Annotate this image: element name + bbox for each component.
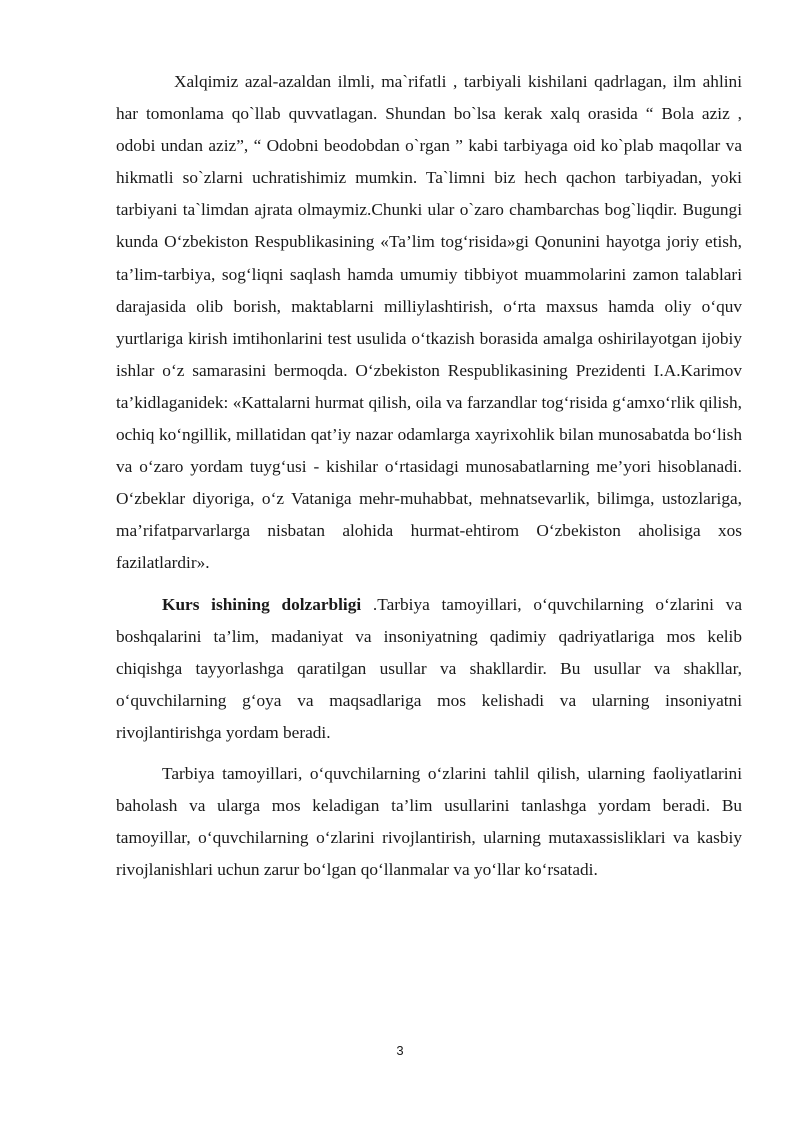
document-page bbox=[116, 66, 742, 886]
page-number: 3 bbox=[396, 1043, 404, 1058]
relevance-heading: Kurs ishining dolzarbligi bbox=[162, 594, 362, 614]
intro-paragraph: Xalqimiz azal-azaldan ilmli, ma`rifatli , tarbiyali kishilani qadrlagan, ilm ahlini har tomonlama qo`llab quvvatlagan. Shundan bo`lsa kerak xalq orasida “ Bola aziz , odobi undan aziz”, “ Odobni beodobdan o`rgan ” kabi tarbiyaga oid ko`plab maqollar va hikmatli so`zlarni uchratishimiz mumkin. Ta`limni biz hech qachon tarbiyadan, yoki tarbiyani ta`limdan ajrata olmaymiz.Chunki ular o`zaro chambarchas bog`liqdir. Bugungi kunda O‘zbekiston Respublikasining «Ta’lim tog‘risida»gi Qonunini hayotga joriy etish, ta’lim-tarbiya, sog‘liqni saqlash hamda umumiy tibbiyot muammolarini zamon talablari darajasida olib borish, maktablarni milliylashtirish, o‘rta maxsus hamda oliy o‘quv yurtlariga kirish imtihonlarini test usulida o‘tkazish borasida amalga oshirilayotgan ijobiy ishlar o‘z samarasini bermoqda. O‘zbekiston Respublikasining Prezidenti I.A.Karimov ta’kidlaganidek: «Kattalarni hurmat qilish, oila va farzandlar tog‘risida g‘amxo‘rlik qilish, ochiq ko‘ngillik, millatidan qat’iy nazar odamlarga xayrixohlik bilan munosabatda bo‘lish va o‘zaro yordam tuyg‘usi - kishilar o‘rtasidagi munosabatlarning me’yori hisoblanadi. O‘zbeklar diyoriga, o‘z Vataniga mehr-muhabbat, mehnatsevarlik, bilimga, ustozlariga, ma’rifatparvarlarga nisbatan alohida hurmat-ehtirom O‘zbekiston aholisiga xos fazilatlardir». bbox=[116, 72, 742, 573]
relevance-paragraph bbox=[116, 589, 742, 749]
principles-paragraph: Tarbiya tamoyillari, o‘quvchilarning o‘zlarini tahlil qilish, ularning faoliyatlarini baholash va ularga mos keladigan ta’lim usullarini tanlashga yordam beradi. Bu tamoyillar, o‘quvchilarning o‘zlarini rivojlantirish, ularning mutaxassisliklari va kasbiy rivojlanishlari uchun zarur bo‘lgan qo‘llanmalar va yo‘llar ko‘rsatadi. bbox=[116, 763, 742, 880]
relevance-text: .Tarbiya tamoyillari, o‘quvchilarning o‘zlarini va boshqalarini ta’lim, madaniyat va insoniyatning qadimiy qadriyatlariga mos kelib chiqishga tayyorlashga qaratilgan usullar va shakllardir. Bu usullar va shakllar, o‘quvchilarning g‘oya va maqsadlariga mos kelishadi va ularning insoniyatni rivojlantirishga yordam beradi. bbox=[116, 594, 742, 742]
